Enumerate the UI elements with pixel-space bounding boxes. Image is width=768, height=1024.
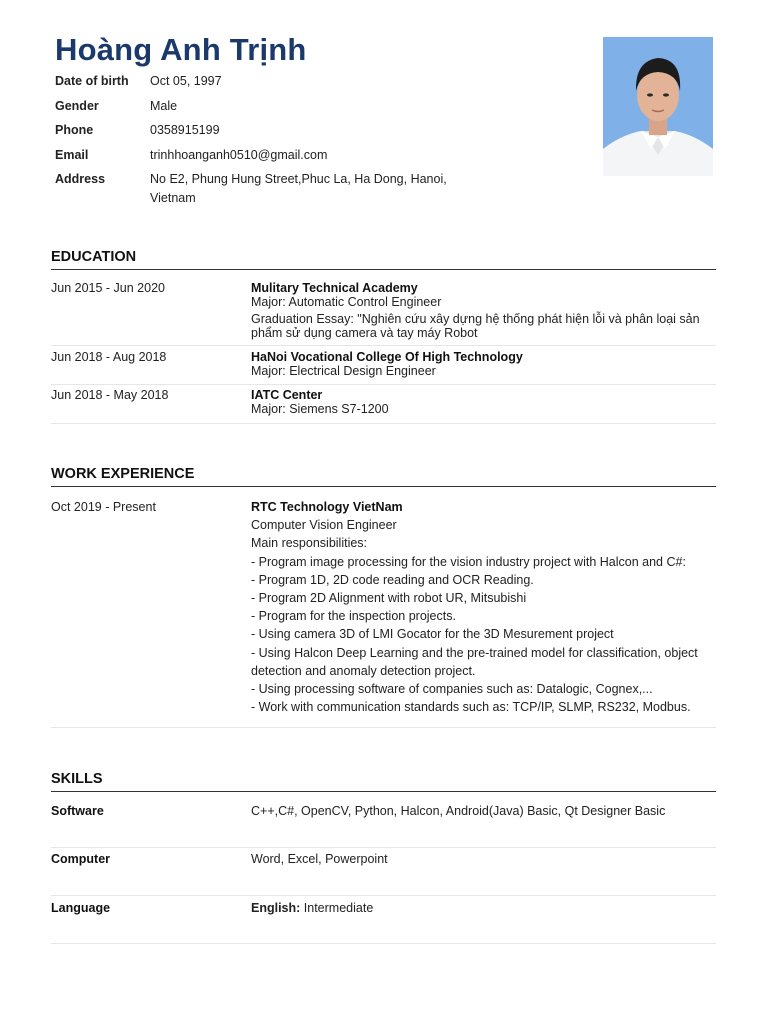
responsibility-item: - Using Halcon Deep Learning and the pre-trained model for classification, object detection and anomaly detection project. — [251, 645, 698, 678]
work-date: Oct 2019 - Present — [51, 500, 156, 514]
responsibility-item: - Program 2D Alignment with robot UR, Mitsubishi — [251, 591, 527, 606]
education-item — [51, 281, 716, 346]
skill-value-level: Intermediate — [300, 901, 374, 915]
info-label: Date of birth — [55, 74, 129, 88]
education-detail — [251, 281, 719, 340]
work-item — [51, 498, 716, 728]
info-label: Gender — [55, 99, 99, 113]
education-section-title: EDUCATION — [51, 249, 716, 270]
candidate-name: Hoàng Anh Trịnh — [55, 32, 307, 67]
education-date: Jun 2015 - Jun 2020 — [51, 281, 165, 295]
responsibilities-title: Main responsibilities: — [251, 536, 368, 551]
education-date: Jun 2018 - May 2018 — [51, 388, 169, 402]
company-name: RTC Technology VietNam — [251, 500, 403, 514]
info-label: Address — [55, 172, 106, 186]
info-value: trinhhoanganh0510@gmail.com — [150, 148, 328, 162]
responsibility-item: - Using camera 3D of LMI Gocator for the 3D Mesurement project — [251, 627, 614, 642]
school-name: HaNoi Vocational College Of High Technology — [251, 350, 523, 364]
info-value: Oct 05, 1997 — [150, 74, 222, 88]
education-item — [51, 388, 716, 424]
profile-photo — [603, 37, 713, 176]
responsibility-item: - Using processing software of companies such as: Datalogic, Cognex,... — [251, 682, 653, 697]
skill-label: Software — [51, 804, 104, 818]
skill-row — [51, 852, 716, 896]
skill-label: Language — [51, 901, 111, 915]
skill-label: Computer — [51, 852, 111, 866]
skills-section-title: SKILLS — [51, 771, 716, 792]
education-date: Jun 2018 - Aug 2018 — [51, 350, 167, 364]
work-detail — [251, 498, 719, 716]
person-portrait-icon — [603, 37, 713, 176]
skill-row — [51, 901, 716, 944]
skill-value: C++,C#, OpenCV, Python, Halcon, Android(Java) Basic, Qt Designer Basic — [251, 804, 666, 818]
position: Computer Vision Engineer — [251, 518, 397, 533]
education-detail — [251, 388, 719, 416]
school-name: Mulitary Technical Academy — [251, 281, 418, 295]
info-label: Phone — [55, 123, 94, 137]
education-item — [51, 350, 716, 385]
responsibility-item: - Work with communication standards such as: TCP/IP, SLMP, RS232, Modbus. — [251, 700, 691, 715]
education-detail — [251, 350, 719, 378]
responsibility-item: - Program 1D, 2D code reading and OCR Reading. — [251, 572, 534, 587]
work-section-title: WORK EXPERIENCE — [51, 466, 716, 487]
info-label: Email — [55, 148, 89, 162]
info-value: Male — [150, 99, 178, 113]
skill-value: Word, Excel, Powerpoint — [251, 852, 388, 866]
graduation-essay: Graduation Essay: "Nghiên cứu xây dựng hệ thống phát hiện lỗi và phân loại sản phẩm sử dụng camera và tay máy Robot — [251, 312, 700, 340]
info-value: No E2, Phung Hung Street,Phuc La, Ha Dong, Hanoi, Vietnam — [150, 172, 447, 205]
skill-value — [251, 901, 373, 915]
school-name: IATC Center — [251, 388, 323, 402]
skill-value-language: English: — [251, 901, 301, 915]
info-value: 0358915199 — [150, 123, 220, 137]
responsibility-item: - Program image processing for the vision industry project with Halcon and C#: — [251, 554, 686, 569]
major: Major: Automatic Control Engineer — [251, 295, 442, 309]
skill-row — [51, 804, 716, 848]
responsibility-item: - Program for the inspection projects. — [251, 609, 456, 624]
major: Major: Electrical Design Engineer — [251, 364, 436, 378]
major: Major: Siemens S7-1200 — [251, 402, 389, 416]
